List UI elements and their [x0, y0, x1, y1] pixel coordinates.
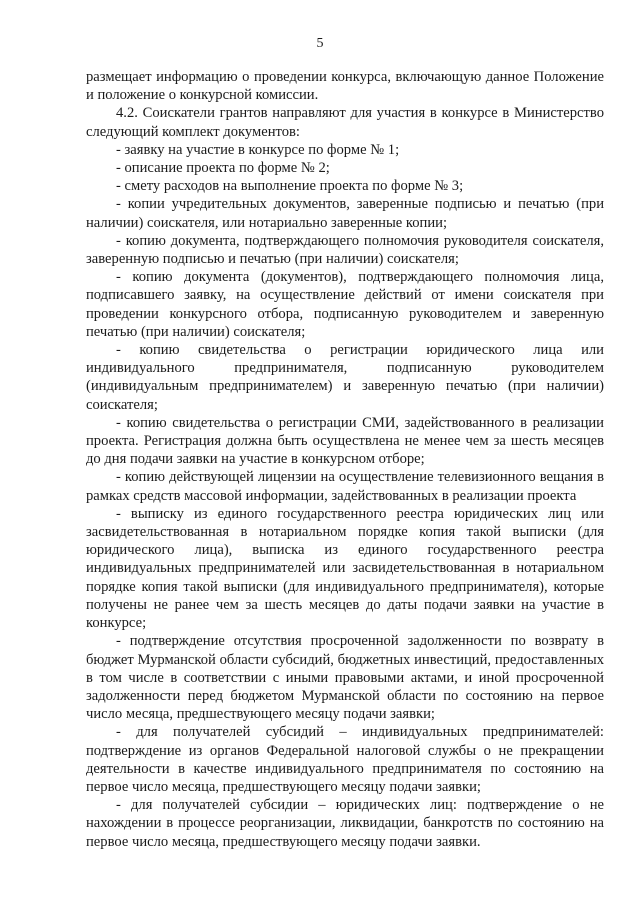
- list-item-founding-documents: - копии учредительных документов, заверенные подписью и печатью (при наличии) соискателя, или нотариально заверенные копии;: [86, 196, 604, 231]
- paragraph-section-4-2: 4.2. Соискатели грантов направляют для участия в конкурсе в Министерство следующий комплект документов:: [86, 105, 604, 140]
- list-item-no-overdue-debt: - подтверждение отсутствия просроченной задолженности по возврату в бюджет Мурманской области субсидий, бюджетных инвестиций, предоставленных в том числе в соответствии с иными правовыми актами, и иной просроченной задолженности перед бюджетом Мурманской области по состоянию на первое число месяца, предшествующего месяцу подачи заявки;: [86, 633, 604, 723]
- list-item-broadcast-license: - копию действующей лицензии на осуществление телевизионного вещания в рамках средств массовой информации, задействованных в реализации проекта: [86, 469, 604, 504]
- list-item-registry-extract: - выписку из единого государственного реестра юридических лиц или засвидетельствованная в нотариальном порядке копия такой выписки (для юридического лица), выписка из единого государственного реестра индивидуальных предпринимателей или засвидетельствованная в нотариальном порядке копия такой выписки (для индивидуального предпринимателя), которые получены не ранее чем за шесть месяцев до даты подачи заявки на участие в конкурсе;: [86, 505, 604, 632]
- document-body: [86, 68, 604, 851]
- list-item-project-description: - описание проекта по форме № 2;: [116, 160, 330, 177]
- page-number: 5: [316, 36, 324, 51]
- list-item-entrepreneur-confirmation: - для получателей субсидий – индивидуальных предпринимателей: подтверждение из органов Федеральной налоговой службы о не прекращении деятельности в качестве индивидуального предпринимателя по состоянию на первое число месяца, предшествующего месяцу подачи заявки;: [86, 724, 604, 795]
- list-item-legal-entity-confirmation: - для получателей субсидии – юридических лиц: подтверждение о не нахождении в процессе реорганизации, ликвидации, банкротств по состоянию на первое число месяца, предшествующего месяцу подачи заявки.: [86, 797, 604, 850]
- list-item-signer-authority: - копию документа (документов), подтверждающего полномочия лица, подписавшего заявку, на осуществление действий от имени соискателя при проведении конкурсного отбора, подписанную руководителем и заверенную печатью (при наличии) соискателя;: [86, 269, 604, 340]
- list-item-media-certificate: - копию свидетельства о регистрации СМИ, задействованного в реализации проекта. Регистрация должна быть осуществлена не менее чем за шесть месяцев до дня подачи заявки на участие в конкурсном отборе;: [86, 414, 604, 468]
- list-item-application-form: - заявку на участие в конкурсе по форме № 1;: [116, 141, 400, 158]
- list-item-head-authority: - копию документа, подтверждающего полномочия руководителя соискателя, заверенную подписью и печатью (при наличии) соискателя;: [86, 232, 604, 268]
- paragraph-continuation: размещает информацию о проведении конкурса, включающую данное Положение и положение о конкурсной комиссии.: [86, 69, 604, 104]
- list-item-registration-certificate: - копию свидетельства о регистрации юридического лица или индивидуального предпринимателя, подписанную руководителем (индивидуальным предпринимателем) и заверенную печатью (при наличии) соискателя;: [86, 342, 604, 413]
- list-item-cost-estimate: - смету расходов на выполнение проекта по форме № 3;: [116, 178, 464, 195]
